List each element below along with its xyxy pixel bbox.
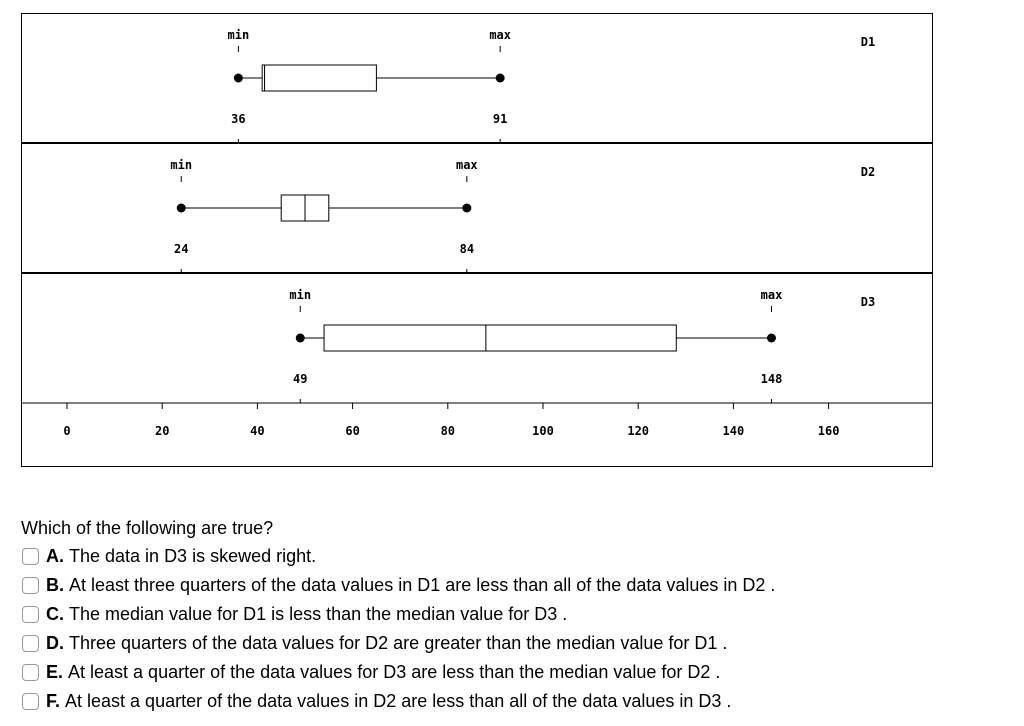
boxplot-chart	[21, 13, 933, 467]
max-label: max	[489, 28, 512, 42]
max-point	[462, 204, 471, 213]
min-value-label: 36	[231, 112, 246, 126]
answer-option[interactable]	[21, 571, 981, 600]
max-label: max	[760, 288, 783, 302]
option-checkbox[interactable]	[22, 606, 39, 623]
option-letter: D.	[46, 633, 64, 653]
option-letter: F.	[46, 691, 61, 711]
option-letter: A.	[46, 546, 64, 566]
series-label: D3	[860, 295, 876, 309]
x-tick-label: 140	[722, 424, 745, 438]
question-text: Which of the following are true?	[21, 518, 274, 538]
iqr-box	[262, 65, 376, 91]
x-tick-label: 0	[63, 424, 71, 438]
option-text: The data in D3 is skewed right.	[69, 546, 317, 566]
x-tick-label: 120	[627, 424, 650, 438]
option-checkbox[interactable]	[22, 693, 39, 710]
max-point	[767, 334, 776, 343]
x-tick-label: 20	[154, 424, 170, 438]
iqr-box	[324, 325, 676, 351]
x-tick-label: 160	[817, 424, 840, 438]
min-label: min	[170, 158, 193, 172]
option-checkbox[interactable]	[22, 577, 39, 594]
answer-option[interactable]	[21, 600, 981, 629]
boxplot-svg	[21, 13, 933, 467]
series-label: D2	[860, 165, 876, 179]
answer-option[interactable]	[21, 542, 981, 571]
option-letter: E.	[46, 662, 64, 682]
min-point	[234, 74, 243, 83]
x-tick-label: 100	[532, 424, 554, 438]
max-value-label: 91	[492, 112, 508, 126]
question-block	[21, 516, 981, 716]
chart-frame-border	[22, 14, 933, 467]
min-label: min	[227, 28, 250, 42]
max-value-label: 148	[760, 372, 783, 386]
x-tick-label: 80	[440, 424, 456, 438]
x-tick-label: 40	[250, 424, 265, 438]
min-point	[177, 204, 186, 213]
min-value-label: 24	[174, 242, 189, 256]
option-checkbox[interactable]	[22, 664, 39, 681]
option-checkbox[interactable]	[22, 635, 39, 652]
max-value-label: 84	[459, 242, 475, 256]
answer-option[interactable]	[21, 629, 981, 658]
option-letter: B.	[46, 575, 64, 595]
option-letter: C.	[46, 604, 64, 624]
answer-option[interactable]	[21, 687, 981, 716]
option-checkbox[interactable]	[22, 548, 39, 565]
option-text: Three quarters of the data values for D2 are greater than the median value for D1 .	[69, 633, 728, 653]
min-point	[296, 334, 305, 343]
answer-option[interactable]	[21, 658, 981, 687]
option-text: The median value for D1 is less than the median value for D3 .	[69, 604, 568, 624]
max-label: max	[455, 158, 478, 172]
option-text: At least a quarter of the data values in D2 are less than all of the data values in D3 .	[65, 691, 732, 711]
series-label: D1	[860, 35, 876, 49]
min-label: min	[289, 288, 312, 302]
options-list	[21, 542, 981, 716]
max-point	[496, 74, 505, 83]
x-tick-label: 60	[345, 424, 360, 438]
option-text: At least a quarter of the data values for D3 are less than the median value for D2 .	[68, 662, 721, 682]
min-value-label: 49	[293, 372, 308, 386]
option-text: At least three quarters of the data values in D1 are less than all of the data values in D2 .	[69, 575, 776, 595]
